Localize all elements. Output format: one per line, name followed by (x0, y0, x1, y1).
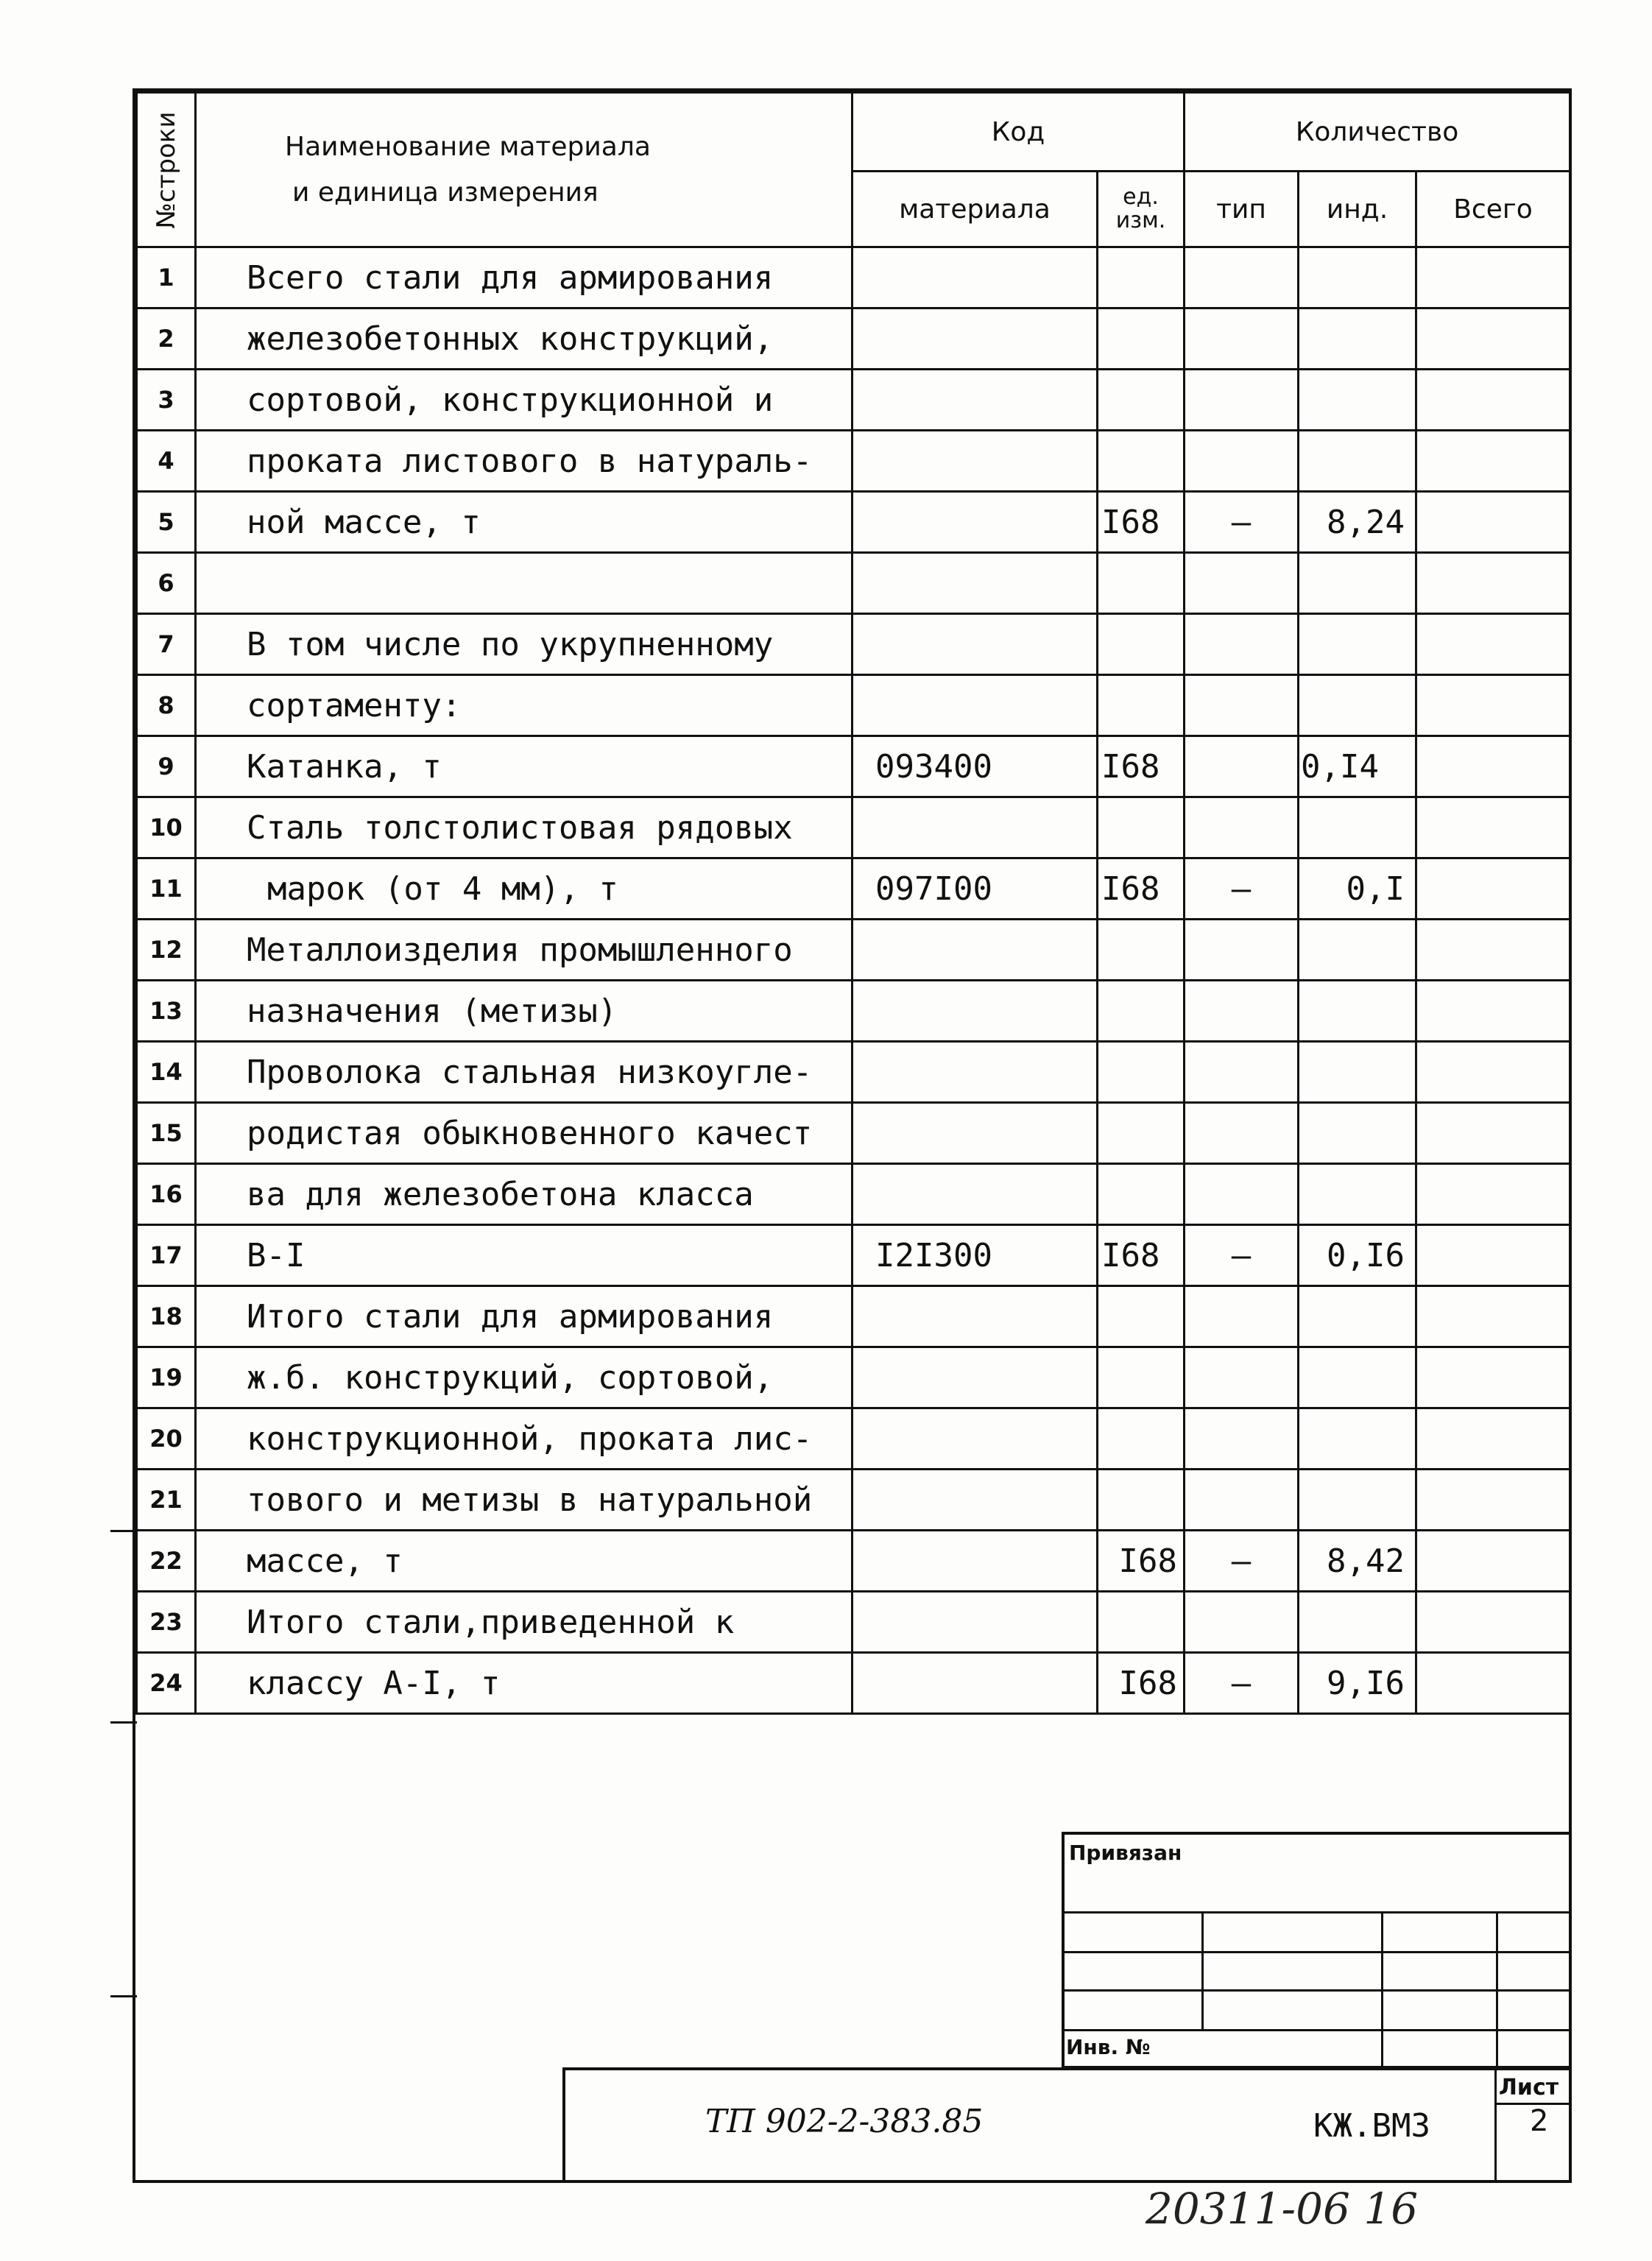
material-code-cell (853, 1042, 1098, 1103)
qty-total-cell (1416, 1347, 1570, 1408)
qty-ind-cell (1299, 431, 1416, 492)
qty-ind-cell (1299, 1103, 1416, 1164)
margin-tick (110, 1721, 137, 1724)
unit-code-cell (1098, 920, 1185, 981)
qty-ind-cell (1299, 981, 1416, 1042)
qty-total-cell (1416, 1408, 1570, 1470)
row-number-header: №строки (137, 93, 196, 247)
qty-ind-cell (1299, 1042, 1416, 1103)
material-name-cell: железобетонных конструкций, (196, 308, 853, 370)
table-row (137, 370, 1570, 431)
qty-type-cell (1185, 1408, 1299, 1470)
table-row (137, 1103, 1570, 1164)
qty-ind-cell (1299, 920, 1416, 981)
unit-code-cell (1098, 553, 1185, 614)
code-material-header: материала (853, 172, 1098, 247)
unit-code-cell (1098, 981, 1185, 1042)
row-number-cell: 16 (137, 1164, 196, 1225)
table-row (137, 858, 1570, 920)
qty-total-cell (1416, 370, 1570, 431)
unit-code-cell: I68 (1098, 1225, 1185, 1286)
stamp-line (1496, 1911, 1498, 2069)
code-header: Код (853, 93, 1185, 172)
qty-type-cell (1185, 247, 1299, 308)
qty-total-cell (1416, 1531, 1570, 1592)
qty-type-cell (1185, 920, 1299, 981)
qty-ind-cell: 9,I6 (1299, 1653, 1416, 1714)
qty-type-cell: – (1185, 1531, 1299, 1592)
table-row (137, 1653, 1570, 1714)
material-name-cell (196, 553, 853, 614)
material-code-cell: I2I300 (853, 1225, 1098, 1286)
unit-code-cell: I68 (1098, 858, 1185, 920)
material-code-cell (853, 1103, 1098, 1164)
qty-ind-cell (1299, 370, 1416, 431)
unit-code-cell (1098, 308, 1185, 370)
row-number-cell: 18 (137, 1286, 196, 1347)
row-number-cell: 21 (137, 1470, 196, 1531)
row-number-cell: 9 (137, 736, 196, 797)
unit-code-cell (1098, 1103, 1185, 1164)
row-number-cell: 2 (137, 308, 196, 370)
attached-label: Привязан (1069, 1841, 1182, 1865)
material-name-cell: ж.б. конструкций, сортовой, (196, 1347, 853, 1408)
row-number-cell: 23 (137, 1592, 196, 1653)
qty-type-cell: – (1185, 858, 1299, 920)
qty-type-cell (1185, 1286, 1299, 1347)
qty-total-cell (1416, 614, 1570, 675)
qty-ind-header: инд. (1299, 172, 1416, 247)
row-number-cell: 17 (137, 1225, 196, 1286)
unit-code-cell (1098, 1286, 1185, 1347)
table-row (137, 553, 1570, 614)
table-row (137, 1470, 1570, 1531)
qty-ind-cell (1299, 247, 1416, 308)
material-code-cell: 097I00 (853, 858, 1098, 920)
qty-total-cell (1416, 1470, 1570, 1531)
qty-ind-cell: 8,42 (1299, 1531, 1416, 1592)
qty-total-cell (1416, 1164, 1570, 1225)
qty-total-cell (1416, 431, 1570, 492)
material-code-cell (853, 492, 1098, 553)
qty-total-cell (1416, 797, 1570, 858)
material-name-cell: тового и метизы в натуральной (196, 1470, 853, 1531)
material-name-cell: Металлоизделия промышленного (196, 920, 853, 981)
row-number-cell: 12 (137, 920, 196, 981)
row-number-cell: 6 (137, 553, 196, 614)
row-number-cell: 15 (137, 1103, 196, 1164)
unit-code-cell: I68 (1098, 1653, 1185, 1714)
table-row (137, 736, 1570, 797)
material-name-cell: родистая обыкновенного качест (196, 1103, 853, 1164)
material-name-cell: ва для железобетона класса (196, 1164, 853, 1225)
qty-ind-cell: 0,I (1299, 858, 1416, 920)
qty-ind-cell (1299, 1592, 1416, 1653)
table-row (137, 1347, 1570, 1408)
qty-total-cell (1416, 981, 1570, 1042)
unit-code-cell (1098, 797, 1185, 858)
row-number-cell: 10 (137, 797, 196, 858)
material-name-cell: назначения (метизы) (196, 981, 853, 1042)
material-code-cell (853, 1531, 1098, 1592)
material-code-cell (853, 1470, 1098, 1531)
material-code-cell (853, 614, 1098, 675)
qty-total-cell (1416, 1103, 1570, 1164)
unit-code-cell (1098, 1347, 1185, 1408)
material-name-cell: Сталь толстолистовая рядовых (196, 797, 853, 858)
qty-ind-cell (1299, 614, 1416, 675)
table-row (137, 1225, 1570, 1286)
qty-ind-cell (1299, 1408, 1416, 1470)
material-code-cell (853, 797, 1098, 858)
qty-type-cell: – (1185, 1653, 1299, 1714)
table-row (137, 431, 1570, 492)
stamp-line (1381, 1911, 1383, 2069)
material-code-cell (853, 1592, 1098, 1653)
row-number-cell: 8 (137, 675, 196, 736)
table-row (137, 920, 1570, 981)
material-code-cell (853, 308, 1098, 370)
qty-type-cell (1185, 614, 1299, 675)
row-number-cell: 7 (137, 614, 196, 675)
unit-code-cell (1098, 614, 1185, 675)
table-row (137, 1286, 1570, 1347)
material-name-cell: Итого стали для армирования (196, 1286, 853, 1347)
qty-type-cell (1185, 553, 1299, 614)
material-name-cell: Проволока стальная низкоугле- (196, 1042, 853, 1103)
material-name-cell: В том числе по укрупненному (196, 614, 853, 675)
qty-total-cell (1416, 492, 1570, 553)
material-name-cell: конструкционной, проката лис- (196, 1408, 853, 1470)
row-number-cell: 5 (137, 492, 196, 553)
material-code-cell (853, 1286, 1098, 1347)
unit-code-cell (1098, 1408, 1185, 1470)
qty-type-cell (1185, 370, 1299, 431)
qty-total-cell (1416, 1592, 1570, 1653)
unit-code-cell (1098, 1470, 1185, 1531)
sheet-number: 2 (1530, 2104, 1549, 2138)
qty-ind-cell: 0,I4 (1299, 736, 1416, 797)
material-name-cell: В-I (196, 1225, 853, 1286)
materials-table (135, 91, 1571, 1715)
table-row (137, 614, 1570, 675)
margin-tick (110, 1530, 137, 1532)
material-code-cell (853, 920, 1098, 981)
qty-total-cell (1416, 553, 1570, 614)
table-row (137, 247, 1570, 308)
unit-code-cell (1098, 1164, 1185, 1225)
row-number-cell: 11 (137, 858, 196, 920)
material-name-cell: сортаменту: (196, 675, 853, 736)
material-name-header-line2: и единица измерения (292, 177, 599, 208)
materials-table-body (137, 247, 1570, 1714)
qty-ind-cell (1299, 1164, 1416, 1225)
document-code: ТП 902-2-383.85 (705, 2103, 984, 2140)
material-name-cell: ной массе, т (196, 492, 853, 553)
material-code-cell (853, 370, 1098, 431)
title-block-line (1494, 2067, 1497, 2183)
table-row (137, 1592, 1570, 1653)
qty-type-cell (1185, 431, 1299, 492)
qty-type-cell (1185, 981, 1299, 1042)
qty-ind-cell: 8,24 (1299, 492, 1416, 553)
unit-code-cell (1098, 247, 1185, 308)
material-code-cell (853, 247, 1098, 308)
unit-code-cell (1098, 1042, 1185, 1103)
qty-ind-cell (1299, 797, 1416, 858)
material-code-cell (853, 553, 1098, 614)
qty-ind-cell (1299, 675, 1416, 736)
qty-type-header: тип (1185, 172, 1299, 247)
table-row (137, 1164, 1570, 1225)
inventory-number-label: Инв. № (1066, 2035, 1151, 2059)
row-number-cell: 14 (137, 1042, 196, 1103)
table-row (137, 797, 1570, 858)
qty-total-cell (1416, 1042, 1570, 1103)
table-row (137, 1042, 1570, 1103)
qty-type-cell (1185, 1042, 1299, 1103)
qty-type-cell (1185, 736, 1299, 797)
material-code-cell (853, 1347, 1098, 1408)
qty-total-cell (1416, 736, 1570, 797)
qty-total-header: Всего (1416, 172, 1570, 247)
row-number-cell: 1 (137, 247, 196, 308)
margin-tick (110, 1995, 137, 1997)
handwritten-archive-number: 20311-06 16 (1146, 2184, 1419, 2234)
table-row (137, 675, 1570, 736)
qty-total-cell (1416, 1653, 1570, 1714)
row-number-cell: 4 (137, 431, 196, 492)
qty-total-cell (1416, 308, 1570, 370)
unit-code-cell (1098, 431, 1185, 492)
qty-type-cell (1185, 1592, 1299, 1653)
qty-total-cell (1416, 247, 1570, 308)
table-row (137, 1531, 1570, 1592)
material-name-cell: массе, т (196, 1531, 853, 1592)
material-name-cell: сортовой, конструкционной и (196, 370, 853, 431)
material-code-cell (853, 431, 1098, 492)
material-code-cell (853, 1408, 1098, 1470)
material-code-cell (853, 1164, 1098, 1225)
document-mark: КЖ.ВМЗ (1313, 2107, 1430, 2145)
qty-ind-cell: 0,I6 (1299, 1225, 1416, 1286)
material-name-cell: классу А-I, т (196, 1653, 853, 1714)
qty-ind-cell (1299, 308, 1416, 370)
unit-code-cell: I68 (1098, 1531, 1185, 1592)
qty-type-cell (1185, 797, 1299, 858)
quantity-header: Количество (1185, 93, 1570, 172)
material-code-cell (853, 675, 1098, 736)
material-code-cell (853, 981, 1098, 1042)
row-number-cell: 3 (137, 370, 196, 431)
row-number-cell: 24 (137, 1653, 196, 1714)
qty-type-cell: – (1185, 492, 1299, 553)
qty-total-cell (1416, 675, 1570, 736)
qty-ind-cell (1299, 1347, 1416, 1408)
qty-ind-cell (1299, 553, 1416, 614)
row-number-cell: 22 (137, 1531, 196, 1592)
material-code-cell (853, 1653, 1098, 1714)
qty-type-cell (1185, 1347, 1299, 1408)
code-unit-header: ед. изм. (1098, 172, 1185, 247)
table-row (137, 308, 1570, 370)
row-number-cell: 13 (137, 981, 196, 1042)
unit-code-cell (1098, 1592, 1185, 1653)
material-name-cell: проката листового в натураль- (196, 431, 853, 492)
qty-type-cell (1185, 308, 1299, 370)
table-row (137, 981, 1570, 1042)
qty-total-cell (1416, 920, 1570, 981)
unit-code-cell: I68 (1098, 492, 1185, 553)
sheet-label: Лист (1499, 2075, 1559, 2100)
material-code-cell: 093400 (853, 736, 1098, 797)
qty-total-cell (1416, 1225, 1570, 1286)
material-name-cell: марок (от 4 мм), т (196, 858, 853, 920)
qty-type-cell (1185, 1164, 1299, 1225)
qty-type-cell (1185, 1103, 1299, 1164)
qty-ind-cell (1299, 1286, 1416, 1347)
material-name-cell: Катанка, т (196, 736, 853, 797)
material-name-header-line1: Наименование материала (285, 131, 651, 162)
qty-type-cell (1185, 675, 1299, 736)
material-name-header (196, 93, 853, 247)
qty-total-cell (1416, 1286, 1570, 1347)
row-number-cell: 19 (137, 1347, 196, 1408)
qty-total-cell (1416, 858, 1570, 920)
material-name-cell: Всего стали для армирования (196, 247, 853, 308)
stamp-line (1201, 1911, 1204, 2029)
table-row (137, 492, 1570, 553)
row-number-cell: 20 (137, 1408, 196, 1470)
qty-ind-cell (1299, 1470, 1416, 1531)
material-name-cell: Итого стали,приведенной к (196, 1592, 853, 1653)
unit-code-cell (1098, 675, 1185, 736)
qty-type-cell: – (1185, 1225, 1299, 1286)
table-row (137, 1408, 1570, 1470)
unit-code-cell (1098, 370, 1185, 431)
qty-type-cell (1185, 1470, 1299, 1531)
unit-code-cell: I68 (1098, 736, 1185, 797)
